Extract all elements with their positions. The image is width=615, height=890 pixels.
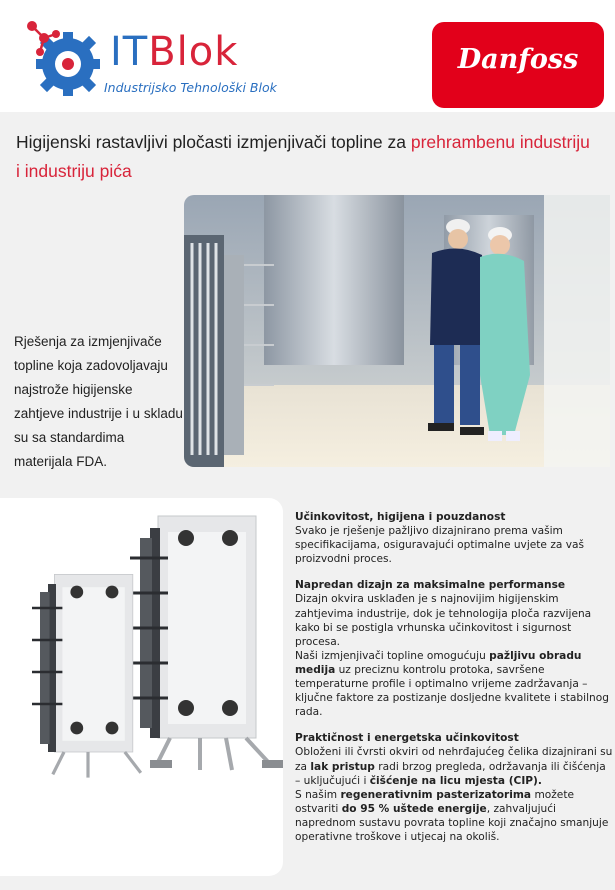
- title-highlight: prehrambenu industriju i industriju pića: [16, 132, 590, 181]
- section-body-practicality-2: S našim regenerativnim pasterizatorima možete ostvariti do 95 % uštede energije, zahvaljujući naprednom sustavu povrata topline koji značajno smanjuje operativne troškove i utjecaj na okoliš.: [295, 788, 609, 843]
- brand-it: IT: [110, 29, 149, 75]
- section-body-design-2: Naši izmjenjivači topline omogućuju pažljivu obradu medija uz preciznu kontrolu protoka, savršene temperaturne profile i optimalno vrijeme zadržavanja – ključne faktore za postizanje dosljedne kvalitete i stabilnog rada.: [295, 649, 609, 719]
- section-heading-practicality: Praktičnost i energetska učinkovitost: [295, 732, 519, 745]
- heat-exchanger-image: [0, 498, 283, 876]
- danfoss-logo-text: Danfoss: [457, 44, 579, 75]
- section-body-practicality: Obloženi ili čvrsti okviri od nehrđajućeg čelika dizajnirani su za lak pristup radi brzog pregleda, održavanja ili čišćenja – uključujući i čišćenje na licu mjesta (CIP).: [295, 746, 613, 787]
- section-body-efficiency: Svako je rješenje pažljivo dizajnirano prema vašim specifikacijama, osiguravajući optimalne uvjete za vaš proizvodni proces.: [295, 525, 585, 566]
- features-text: [295, 510, 613, 856]
- brand-name: [110, 28, 238, 76]
- page-title: [16, 128, 596, 186]
- factory-photo: [184, 195, 610, 467]
- gear-network-icon: [22, 18, 106, 102]
- intro-text: Rješenja za izmjenjivače topline koja zadovoljavaju najstrože higijenske zahtjeve industrije i u skladu su sa standardima materijala FDA.: [14, 334, 183, 469]
- product-image-card: [0, 498, 283, 876]
- section-body-design: Dizajn okvira usklađen je s najnovijim higijenskim zahtjevima industrije, dok je tehnologija ploča razvijena kako bi se postigla vrhunska učinkovitost i sigurnost procesa.: [295, 593, 592, 648]
- title-text: Higijenski rastavljivi pločasti izmjenjivači topline za: [16, 132, 411, 152]
- header: [0, 0, 615, 112]
- brand-subtitle: Industrijsko Tehnološki Blok: [104, 80, 277, 95]
- danfoss-logo: [432, 22, 604, 108]
- brand-blok: Blok: [148, 29, 239, 75]
- section-heading-design: Napredan dizajn za maksimalne performanse: [295, 579, 566, 592]
- section-heading-efficiency: Učinkovitost, higijena i pouzdanost: [295, 511, 506, 523]
